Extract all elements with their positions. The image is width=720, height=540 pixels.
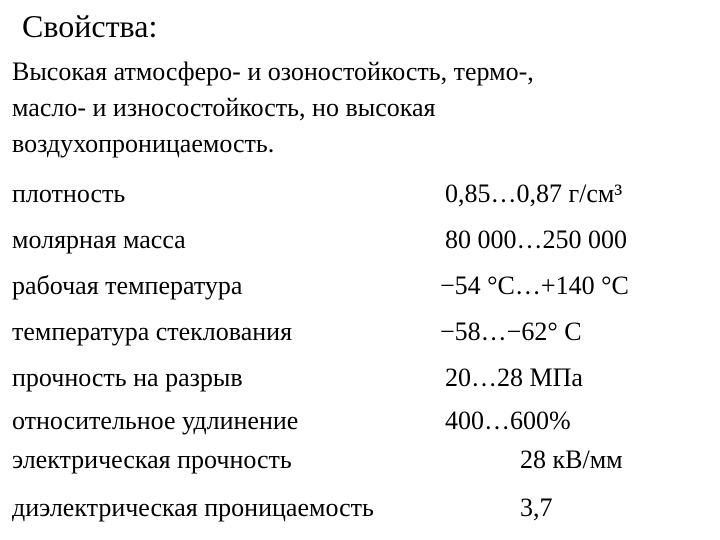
property-label-electric-strength: электрическая прочность <box>12 445 292 474</box>
property-value-molar-mass: 80 000…250 000 <box>445 225 627 254</box>
property-value-elongation: 400…600% <box>445 406 571 435</box>
property-label-density: плотность <box>12 179 126 208</box>
property-value-glass-transition: −58…−62° С <box>440 317 582 346</box>
property-value-electric-strength: 28 кВ/мм <box>520 445 623 474</box>
property-value-density: 0,85…0,87 г/см³ <box>445 179 623 208</box>
slide-title: Свойства: <box>22 8 158 44</box>
property-label-glass-transition: температура стеклования <box>12 317 293 346</box>
property-label-elongation: относительное удлинение <box>12 406 299 435</box>
property-label-permittivity: диэлектрическая проницаемость <box>12 493 374 522</box>
property-value-working-temperature: −54 °C…+140 °C <box>440 271 629 300</box>
property-label-working-temperature: рабочая температура <box>12 271 243 300</box>
property-value-permittivity: 3,7 <box>520 493 553 522</box>
property-label-molar-mass: молярная масса <box>12 225 186 254</box>
description-line: масло- и износостойкость, но высокая <box>12 93 436 122</box>
description-line: воздухопроницаемость. <box>12 129 275 158</box>
description-line: Высокая атмосферо- и озоностойкость, термо-, <box>12 57 534 86</box>
description <box>12 54 712 162</box>
property-label-tensile-strength: прочность на разрыв <box>12 363 243 392</box>
property-value-tensile-strength: 20…28 МПа <box>445 363 583 392</box>
